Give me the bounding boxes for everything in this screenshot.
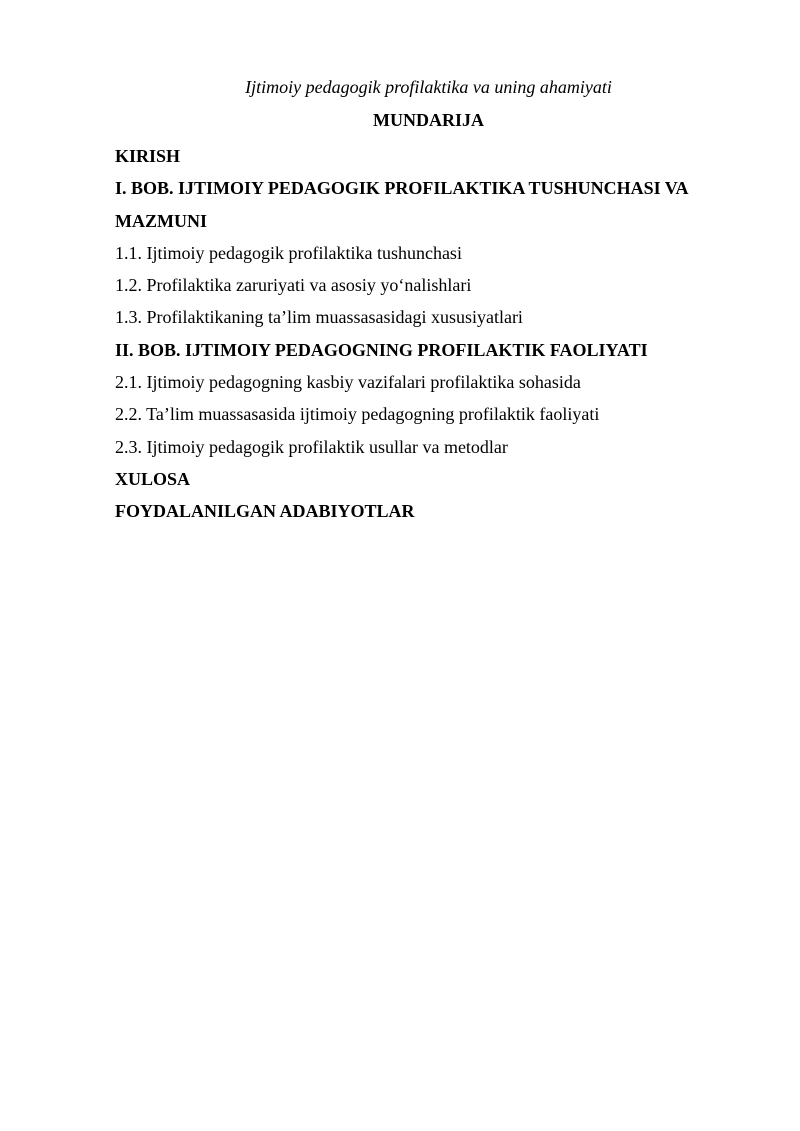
toc-entry-introduction: KIRISH (115, 146, 181, 166)
toc-entry-section-1-1: 1.1. Ijtimoiy pedagogik profilaktika tushunchasi (115, 242, 462, 263)
toc-entry-section-1-3: 1.3. Profilaktikaning ta’lim muassasasidagi xususiyatlari (115, 307, 523, 328)
toc-entry-section-2-3: 2.3. Ijtimoiy pedagogik profilaktik usullar va metodlar (115, 436, 508, 457)
toc-entry-section-1-2: 1.2. Profilaktika zaruriyati va asosiy yo‘nalishlari (115, 275, 472, 296)
toc-entry-references: FOYDALANILGAN ADABIYOTLAR (115, 501, 415, 522)
toc-entry-chapter-1-title: I. BOB. IJTIMOIY PEDAGOGIK PROFILAKTIKA TUSHUNCHASI VA (115, 178, 689, 199)
toc-entry-section-2-2: 2.2. Ta’lim muassasasida ijtimoiy pedagogning profilaktik faoliyati (115, 404, 600, 425)
document-title: Ijtimoiy pedagogik profilaktika va uning ahamiyati (245, 77, 612, 97)
toc-entry-chapter-2-title: II. BOB. IJTIMOIY PEDAGOGNING PROFILAKTIK FAOLIYATI (115, 339, 648, 360)
toc-entry-section-2-1: 2.1. Ijtimoiy pedagogning kasbiy vazifalari profilaktika sohasida (115, 372, 581, 393)
table-of-contents (115, 140, 735, 528)
toc-entry-conclusion: XULOSA (115, 468, 191, 489)
toc-entry-chapter-1-title-cont: MAZMUNI (115, 210, 207, 231)
toc-heading: MUNDARIJA (373, 110, 484, 130)
